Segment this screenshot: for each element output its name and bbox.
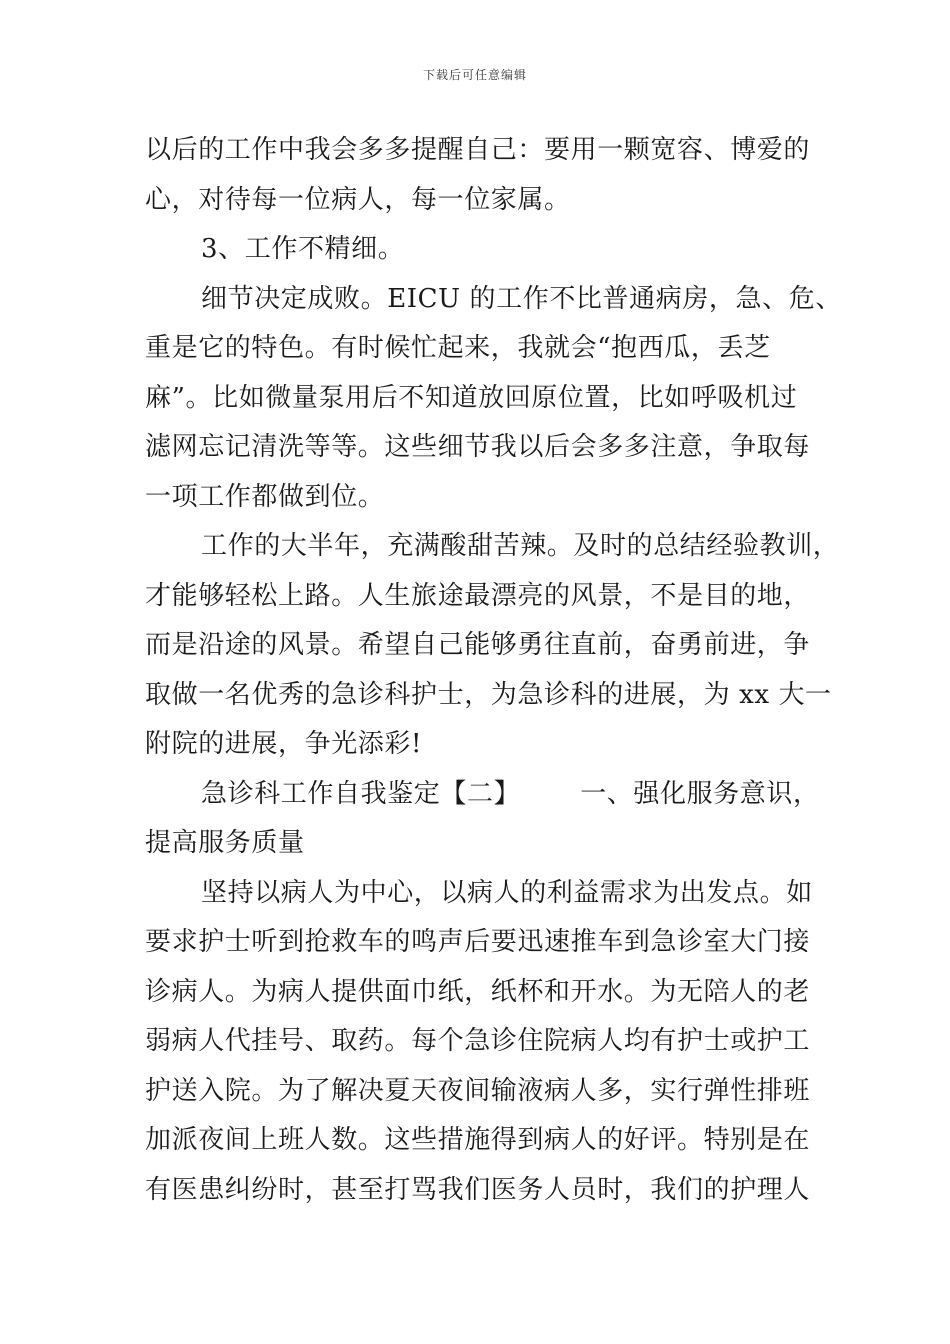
subsection-heading-cont: 提高服务质量 bbox=[145, 828, 305, 858]
body-line: 加派夜间上班人数。这些措施得到病人的好评。特别是在 bbox=[145, 1125, 811, 1155]
body-line: 以后的工作中我会多多提醒自己：要用一颗宽容、博爱的 bbox=[145, 135, 811, 165]
body-line: 而是沿途的风景。希望自己能够勇往直前，奋勇前进，争 bbox=[145, 630, 811, 660]
body-line: 护送入院。为了解决夏天夜间输液病人多，实行弹性排班 bbox=[145, 1075, 811, 1106]
section-title: 急诊科工作自我鉴定【二】 bbox=[201, 778, 521, 809]
body-line: 取做一名优秀的急诊科护士，为急诊科的进展，为 xx 大一 bbox=[145, 679, 832, 710]
body-line: 坚持以病人为中心，以病人的利益需求为出发点。如 bbox=[201, 877, 813, 908]
body-line: 要求护士听到抢救车的鸣声后要迅速推车到急诊室大门接 bbox=[145, 927, 811, 957]
section-heading: 3、工作不精细。 bbox=[201, 234, 405, 264]
body-line: 附院的进展，争光添彩! bbox=[145, 729, 423, 759]
body-line: 工作的大半年，充满酸甜苦辣。及时的总结经验教训， bbox=[201, 531, 840, 561]
body-line: 心，对待每一位病人，每一位家属。 bbox=[145, 184, 571, 215]
body-line: 细节决定成败。EICU 的工作不比普通病房，急、危、 bbox=[201, 283, 842, 314]
body-line: 有医患纠纷时，甚至打骂我们医务人员时，我们的护理人 bbox=[145, 1174, 811, 1205]
document-body bbox=[145, 126, 842, 1215]
body-line: 一项工作都做到位。 bbox=[145, 481, 385, 512]
body-line: 弱病人代挂号、取药。每个急诊住院病人均有护士或护工 bbox=[145, 1026, 811, 1056]
subsection-heading: 一、强化服务意识， bbox=[580, 778, 820, 809]
body-line: 重是它的特色。有时候忙起来，我就会“抱西瓜，丢芝 bbox=[145, 333, 771, 363]
body-line: 麻”。比如微量泵用后不知道放回原位置，比如呼吸机过 bbox=[145, 382, 798, 413]
body-line: 滤网忘记清洗等等。这些细节我以后会多多注意，争取每 bbox=[145, 432, 811, 462]
section-title-line bbox=[145, 770, 820, 820]
page-header-note: 下载后可任意编辑 bbox=[422, 68, 527, 82]
body-line: 才能够轻松上路。人生旅途最漂亮的风景，不是目的地， bbox=[145, 580, 811, 611]
body-line: 诊病人。为病人提供面巾纸，纸杯和开水。为无陪人的老 bbox=[145, 976, 811, 1007]
